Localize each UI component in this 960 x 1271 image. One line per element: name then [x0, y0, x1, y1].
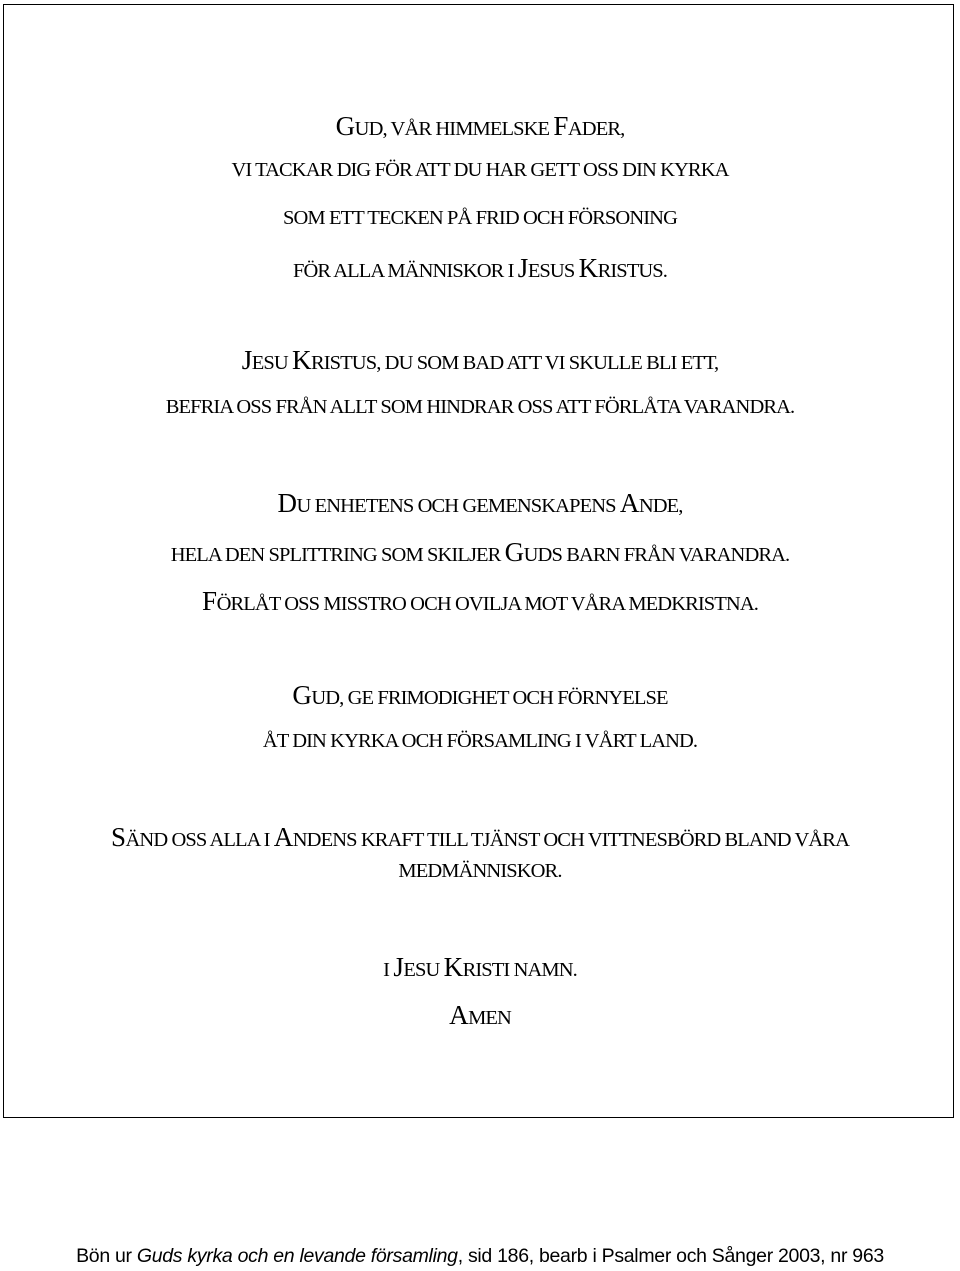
prayer-line-9: [0, 588, 960, 615]
prayer-line-11: [0, 731, 960, 752]
initial-capital: G: [335, 111, 355, 141]
initial-capital: G: [292, 680, 312, 710]
initial-capital: A: [449, 1000, 469, 1030]
small-caps-text: RISTUS.: [597, 260, 668, 282]
small-caps-text: ESUS: [527, 260, 579, 282]
small-caps-text: MEDMÄNNISKOR.: [398, 860, 562, 882]
initial-capital: G: [504, 537, 524, 567]
small-caps-text: UD, VÅR HIMMELSKE: [354, 118, 554, 140]
small-caps-text: NDENS KRAFT TILL TJÄNST OCH VITTNESBÖRD BLAND VÅRA: [292, 829, 849, 851]
small-caps-text: MEN: [468, 1007, 511, 1029]
small-caps-text: RISTUS, DU SOM BAD ATT VI SKULLE BLI ETT,: [310, 352, 719, 374]
initial-capital: A: [273, 822, 293, 852]
initial-capital: K: [291, 345, 311, 375]
small-caps-text: ESU: [403, 959, 444, 981]
prayer-line-5: [0, 347, 960, 374]
initial-capital: K: [443, 952, 463, 982]
source-citation: [0, 1247, 960, 1267]
prayer-line-12: [0, 824, 960, 851]
small-caps-text: HELA DEN SPLITTRING SOM SKILJER: [170, 544, 505, 566]
prayer-line-2: [0, 160, 960, 181]
small-caps-text: SOM ETT TECKEN PÅ FRID OCH FÖRSONING: [283, 207, 677, 229]
prayer-line-3: [0, 208, 960, 229]
small-caps-text: FÖR ALLA MÄNNISKOR I: [292, 260, 518, 282]
initial-capital: A: [619, 488, 639, 518]
small-caps-text: ÅT DIN KYRKA OCH FÖRSAMLING I VÅRT LAND.: [262, 730, 698, 752]
small-caps-text: BEFRIA OSS FRÅN ALLT SOM HINDRAR OSS ATT FÖRLÅTA VARANDRA.: [165, 396, 795, 418]
prayer-line-13: [0, 861, 960, 882]
initial-capital: J: [393, 952, 404, 982]
small-caps-text: I: [383, 959, 394, 981]
small-caps-text: UDS BARN FRÅN VARANDRA.: [523, 544, 790, 566]
small-caps-text: RISTI NAMN.: [462, 959, 577, 981]
citation-prefix: Bön ur: [76, 1245, 137, 1267]
small-caps-text: ÖRLÅT OSS MISSTRO OCH OVILJA MOT VÅRA MEDKRISTNA.: [216, 593, 758, 615]
small-caps-text: U ENHETENS OCH GEMENSKAPENS: [296, 495, 620, 517]
prayer-line-1: [0, 113, 960, 140]
initial-capital: J: [241, 345, 252, 375]
initial-capital: D: [277, 488, 297, 518]
prayer-line-4: [0, 255, 960, 282]
prayer-line-6: [0, 397, 960, 418]
small-caps-text: ADER,: [567, 118, 625, 140]
initial-capital: S: [111, 822, 126, 852]
initial-capital: F: [202, 586, 217, 616]
small-caps-text: ÄND OSS ALLA I: [125, 829, 274, 851]
prayer-line-7: [0, 490, 960, 517]
prayer-line-14: [0, 954, 960, 981]
small-caps-text: VI TACKAR DIG FÖR ATT DU HAR GETT OSS DIN KYRKA: [231, 159, 729, 181]
citation-source-title: Guds kyrka och en levande församling: [136, 1245, 458, 1267]
small-caps-text: NDE,: [638, 495, 683, 517]
prayer-line-10: [0, 682, 960, 709]
initial-capital: K: [578, 253, 598, 283]
small-caps-text: ESU: [251, 352, 292, 374]
small-caps-text: UD, GE FRIMODIGHET OCH FÖRNYELSE: [311, 687, 668, 709]
prayer-line-15: [0, 1002, 960, 1029]
initial-capital: F: [553, 111, 568, 141]
citation-suffix: , sid 186, bearb i Psalmer och Sånger 2003, nr 963: [457, 1245, 884, 1267]
initial-capital: J: [517, 253, 528, 283]
prayer-line-8: [0, 539, 960, 566]
